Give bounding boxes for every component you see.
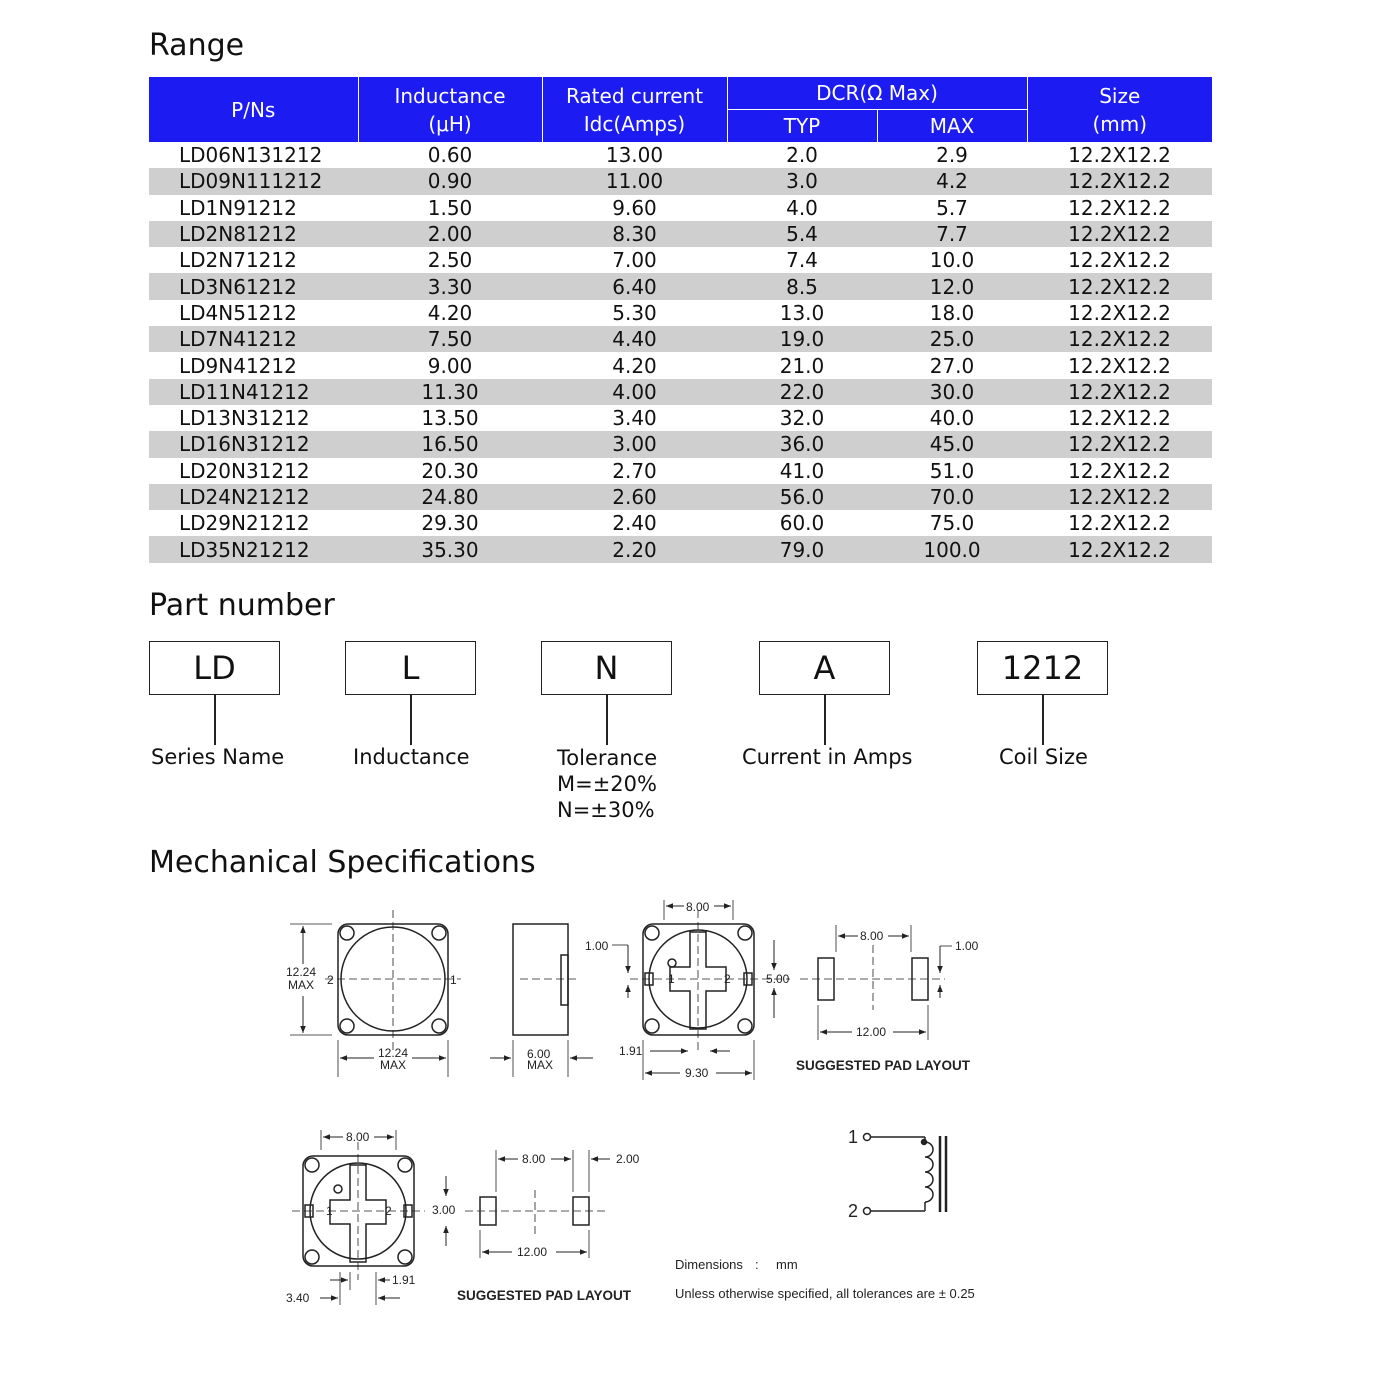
dim-bottom2-pin-offset: 1.91 [392,1273,416,1287]
col-header-size [1027,77,1212,142]
dim-pad1-width: 1.00 [955,939,979,953]
table-cell: LD29N21212 [179,511,310,536]
table-cell: 12.2X12.2 [1027,168,1212,194]
table-cell: 1.50 [427,195,473,220]
table-row [149,379,1212,405]
table-row [149,431,1212,457]
table-cell: 5.4 [727,221,877,247]
table-cell: 7.4 [786,248,818,273]
table-cell: 11.30 [358,379,542,405]
dim-pad2-width: 2.00 [616,1152,640,1166]
pn-label-tolerance-group [557,745,657,823]
pn-tolerance-n: N=±30% [557,798,655,822]
pn-connector-current [824,695,826,745]
table-cell: 4.20 [427,300,473,325]
table-cell: 8.30 [542,221,727,247]
table-cell: 12.2X12.2 [1027,484,1212,510]
table-cell: 12.2X12.2 [1068,458,1171,483]
table-cell: 2.40 [612,511,657,536]
table-cell: 2.0 [786,143,818,168]
table-cell: 0.90 [358,168,542,194]
pad-layout-2-label: SUGGESTED PAD LAYOUT [457,1288,632,1303]
table-row [149,405,1212,431]
col-header-pns: P/Ns [149,77,358,142]
table-cell: LD7N41212 [149,326,358,352]
table-cell: 0.60 [427,143,473,168]
bottom2-pin2: 2 [385,1204,392,1218]
table-cell: 79.0 [727,536,877,562]
top-view [290,910,461,1077]
table-cell: LD1N91212 [179,195,297,220]
col-header-rated-current [542,77,727,142]
table-cell: 51.0 [929,458,975,483]
table-cell: 4.00 [542,379,727,405]
table-cell: 36.0 [727,431,877,457]
table-cell: 12.2X12.2 [1027,326,1212,352]
range-title: Range [149,28,245,63]
table-cell: 2.60 [542,484,727,510]
dim-top-width: 12.24 [378,1046,409,1060]
table-cell: 13.0 [779,300,825,325]
pn-tolerance-m: M=±20% [557,772,657,796]
table-row [149,326,1212,352]
table-cell: 12.2X12.2 [1068,195,1171,220]
table-cell: 12.2X12.2 [1027,536,1212,562]
table-cell: 4.40 [542,326,727,352]
dim-bottom-pad-spacing: 8.00 [686,900,710,914]
table-cell: 7.50 [358,326,542,352]
table-cell: LD11N41212 [149,379,358,405]
table-cell: 12.2X12.2 [1027,431,1212,457]
table-cell: 12.2X12.2 [1027,273,1212,299]
table-cell: 4.2 [877,168,1027,194]
table-cell: LD13N31212 [179,406,310,431]
table-row [149,247,1212,273]
table-cell: 18.0 [929,300,975,325]
pn-label-tolerance: Tolerance [557,746,658,770]
pn-label-series: Series Name [151,745,285,769]
dim-bottom-pin-offset: 1.91 [619,1044,643,1058]
dim-pad2-total: 12.00 [517,1245,548,1259]
pn-label-current: Current in Amps [742,745,913,769]
header-rated-current-unit: Idc(Amps) [583,111,686,136]
dim-bottom-width: 9.30 [685,1066,709,1080]
table-cell: 7.7 [877,221,1027,247]
table-row [149,510,1212,536]
pn-connector-coil-size [1042,695,1044,745]
pn-box-coil-size: 1212 [977,641,1108,695]
table-row [149,300,1212,326]
col-header-dcr: DCR(Ω Max) [727,77,1027,110]
pn-box-inductance: L [345,641,476,695]
table-cell: 27.0 [929,353,975,378]
col-header-inductance [358,77,542,142]
table-cell: 25.0 [877,326,1027,352]
top-pin2: 2 [327,973,334,987]
table-row [149,168,1212,194]
dim-pad1-total: 12.00 [856,1025,887,1039]
tolerance-note: Unless otherwise specified, all tolerances are ± 0.25 [675,1286,975,1301]
pn-box-series: LD [149,641,280,695]
table-cell: 75.0 [929,511,975,536]
table-cell: 10.0 [929,248,975,273]
bottom-pin2: 2 [724,972,731,986]
table-row [149,458,1212,484]
table-cell: 45.0 [877,431,1027,457]
inductor-schematic-icon [864,1134,947,1215]
table-cell: 4.0 [786,195,818,220]
range-table-body [149,142,1212,563]
table-cell: 12.0 [877,273,1027,299]
bottom-view [630,900,790,1080]
bottom-pin1: 1 [668,972,675,986]
table-cell: 9.00 [427,353,473,378]
header-rated-current-text: Rated current [565,83,704,108]
pn-connector-inductance [410,695,412,745]
table-cell: 32.0 [779,406,825,431]
table-cell: 2.70 [612,458,657,483]
table-cell: LD24N21212 [149,484,358,510]
table-cell: 2.00 [358,221,542,247]
table-cell: 12.2X12.2 [1068,406,1171,431]
pad-layout-1-label: SUGGESTED PAD LAYOUT [796,1058,971,1073]
table-cell: 3.30 [358,273,542,299]
header-inductance-text: Inductance [394,83,506,108]
table-cell: 16.50 [358,431,542,457]
table-cell: 3.00 [542,431,727,457]
dim-top-height: 12.24 [286,965,317,979]
table-cell: 24.80 [358,484,542,510]
schematic-pin1: 1 [848,1127,859,1147]
table-cell: 12.2X12.2 [1068,511,1171,536]
table-cell: 12.2X12.2 [1068,248,1171,273]
table-cell: 3.0 [727,168,877,194]
table-cell: 60.0 [779,511,825,536]
dim-bottom-height: 5.00 [766,972,790,986]
dim-top-width-max: MAX [380,1058,407,1072]
header-inductance-unit: (μH) [428,111,472,136]
bottom-view-2 [292,1130,446,1305]
col-header-typ: TYP [727,110,877,143]
table-cell: 70.0 [877,484,1027,510]
pad-layout-2 [465,1150,610,1258]
table-row [149,273,1212,299]
table-cell: LD16N31212 [149,431,358,457]
dimensions-unit: mm [776,1257,798,1272]
table-cell: LD4N51212 [179,300,297,325]
dimensions-sep: : [755,1257,759,1272]
table-cell: LD20N31212 [179,458,310,483]
table-cell: 35.30 [358,536,542,562]
table-cell: LD35N21212 [149,536,358,562]
dim-top-height-max: MAX [288,978,315,992]
dim-bottom2-edge: 3.40 [286,1291,310,1305]
pn-box-current: A [759,641,890,695]
range-table [149,77,1212,563]
table-cell: 7.00 [612,248,657,273]
table-cell: 4.20 [612,353,657,378]
table-cell: 13.50 [421,406,479,431]
table-cell: 19.0 [727,326,877,352]
table-cell: 8.5 [727,273,877,299]
header-size-unit: (mm) [1092,111,1148,136]
table-cell: 3.40 [612,406,657,431]
table-cell: 2.9 [936,143,968,168]
table-cell: 29.30 [421,511,479,536]
table-cell: 5.30 [612,300,657,325]
table-cell: 21.0 [779,353,825,378]
table-row [149,195,1212,221]
part-number-title: Part number [149,588,335,623]
table-cell: LD2N71212 [179,248,297,273]
mechanical-drawing [0,880,1400,1320]
dim-pad2-spacing: 8.00 [522,1152,546,1166]
table-cell: LD09N111212 [149,168,358,194]
table-cell: 12.2X12.2 [1068,143,1171,168]
table-row [149,142,1212,168]
header-size-text: Size [1099,83,1141,108]
dim-side-height: 6.00 [527,1047,551,1061]
pn-label-coil-size: Coil Size [999,745,1088,769]
top-pin1: 1 [450,973,457,987]
dimensions-label: Dimensions [675,1257,743,1272]
table-cell: 12.2X12.2 [1027,379,1212,405]
table-cell: 2.50 [427,248,473,273]
dim-side-height-max: MAX [527,1058,554,1072]
table-cell: 9.60 [612,195,657,220]
table-row [149,352,1212,378]
table-cell: 12.2X12.2 [1027,221,1212,247]
table-row [149,221,1212,247]
table-cell: 12.2X12.2 [1068,353,1171,378]
table-cell: 40.0 [929,406,975,431]
pn-connector-tolerance [606,695,608,745]
dim-side-pin: 1.00 [585,939,609,953]
table-cell: 13.00 [605,143,664,168]
pn-box-tolerance: N [541,641,672,695]
bottom2-pin1: 1 [326,1204,333,1218]
table-row [149,484,1212,510]
table-cell: 41.0 [779,458,825,483]
table-cell: 30.0 [877,379,1027,405]
table-cell: 20.30 [421,458,479,483]
schematic-pin2: 2 [848,1201,859,1221]
table-cell: 5.7 [936,195,968,220]
mechanical-title: Mechanical Specifications [149,845,536,880]
table-cell: 11.00 [542,168,727,194]
table-cell: LD06N131212 [179,143,323,168]
table-cell: 22.0 [727,379,877,405]
table-cell: 12.2X12.2 [1068,300,1171,325]
dim-bottom2-height: 3.00 [432,1203,456,1217]
table-row [149,536,1212,562]
table-cell: LD3N61212 [149,273,358,299]
table-cell: 56.0 [727,484,877,510]
table-cell: 100.0 [877,536,1027,562]
table-cell: 2.20 [542,536,727,562]
dim-bottom2-pad-spacing: 8.00 [346,1130,370,1144]
table-cell: LD2N81212 [149,221,358,247]
table-cell: 6.40 [542,273,727,299]
pn-connector-series [214,695,216,745]
table-cell: LD9N41212 [179,353,297,378]
pn-label-inductance: Inductance [353,745,470,769]
col-header-max: MAX [877,110,1027,143]
dim-pad1-spacing: 8.00 [860,929,884,943]
